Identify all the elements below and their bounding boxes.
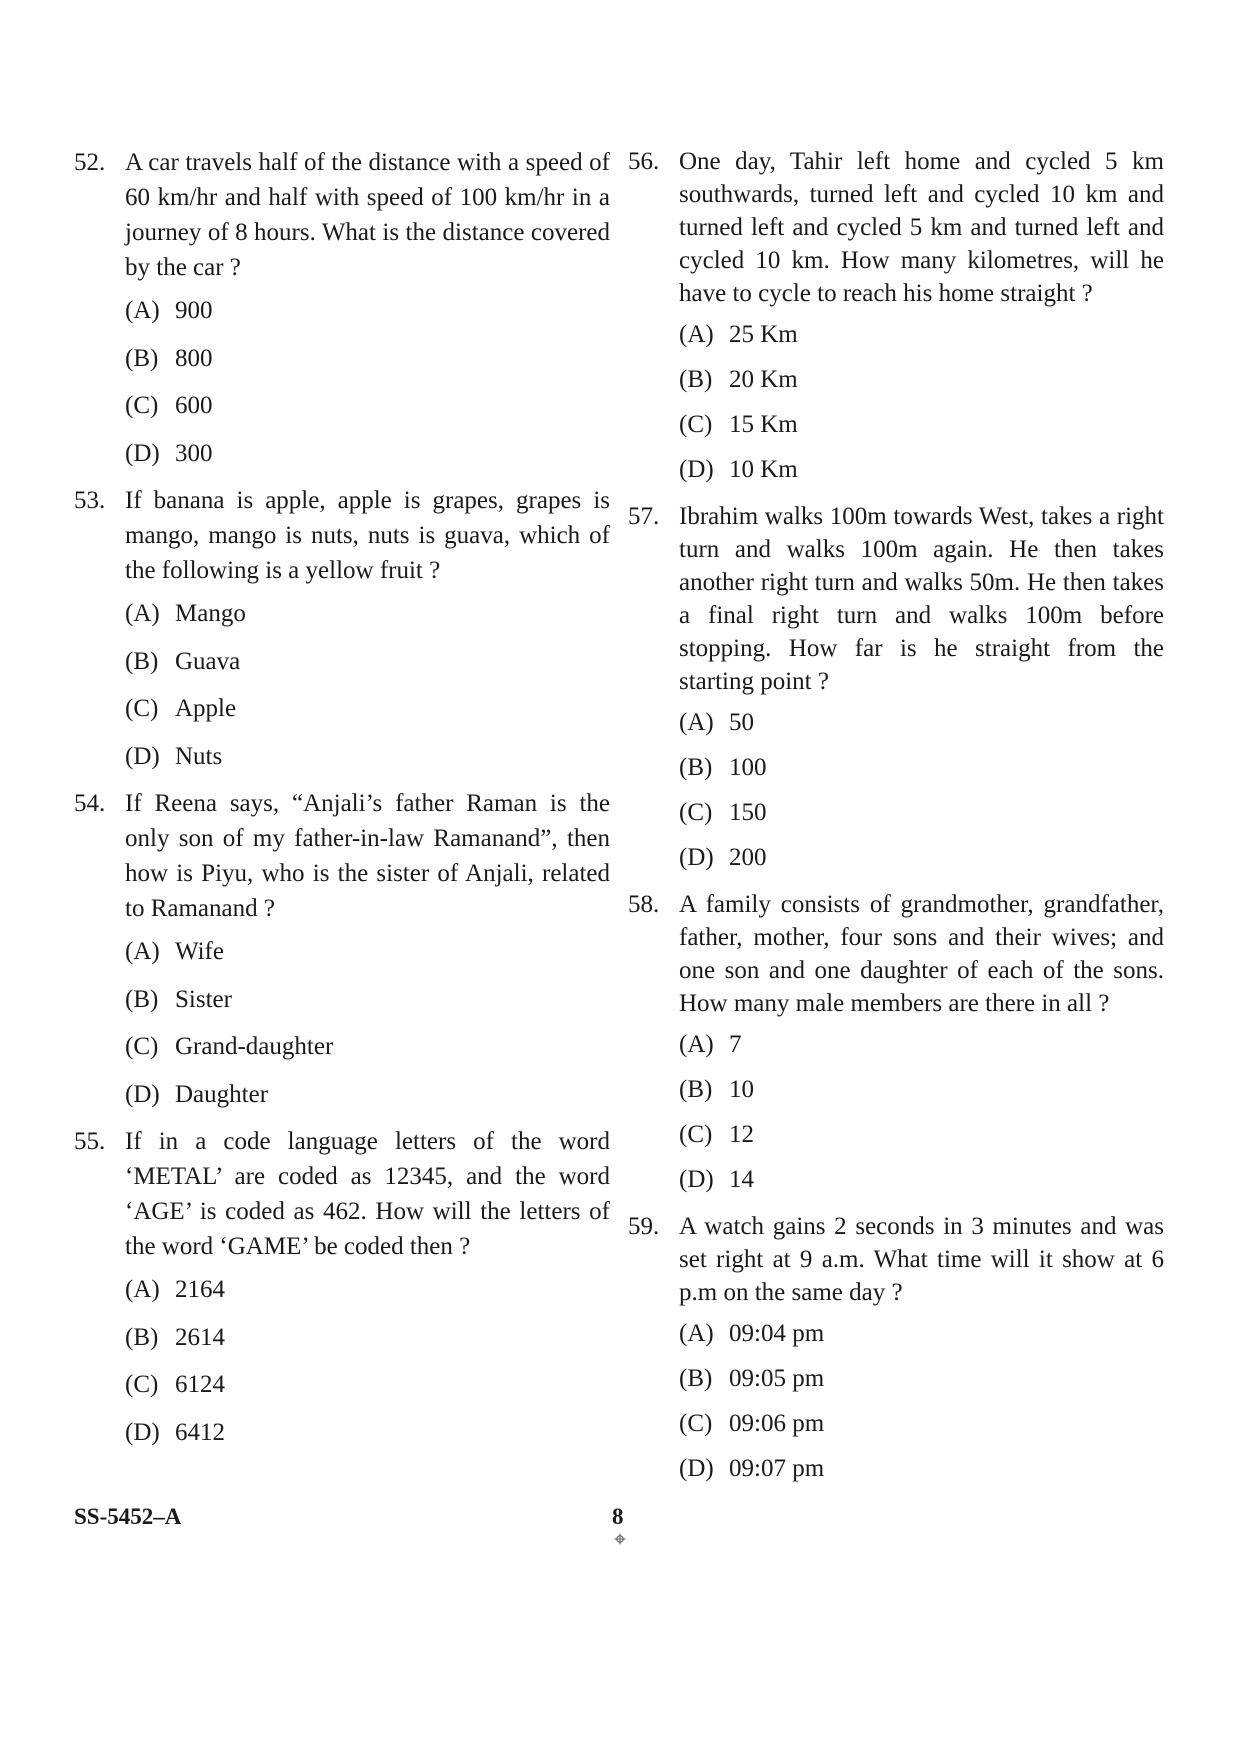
option-a bbox=[125, 599, 610, 647]
option-text: 09:07 pm bbox=[729, 1455, 825, 1482]
option-letter: (B) bbox=[679, 1076, 713, 1103]
option-text: Grand-daughter bbox=[175, 1033, 334, 1060]
option-c bbox=[125, 694, 610, 742]
option-list bbox=[628, 1319, 1164, 1499]
option-b bbox=[125, 1323, 610, 1371]
option-text: 100 bbox=[729, 754, 767, 781]
option-letter: (C) bbox=[679, 1121, 713, 1148]
question-number: 58. bbox=[628, 891, 660, 918]
option-c bbox=[679, 410, 1164, 455]
option-text: Sister bbox=[175, 985, 232, 1013]
option-text: 6412 bbox=[175, 1418, 225, 1446]
question-54 bbox=[74, 786, 610, 1127]
option-text: 25 Km bbox=[729, 321, 798, 348]
option-letter: (A) bbox=[125, 938, 160, 965]
option-letter: (B) bbox=[125, 344, 159, 372]
option-letter: (B) bbox=[125, 1323, 159, 1351]
question-text: If banana is apple, apple is grapes, grapes is mango, mango is nuts, nuts is guava, which of the following is a yellow fruit ? bbox=[125, 487, 610, 584]
option-text: 50 bbox=[729, 709, 754, 736]
option-a bbox=[679, 320, 1164, 365]
option-d bbox=[679, 1454, 1164, 1499]
question-number: 59. bbox=[628, 1213, 660, 1240]
question-number: 57. bbox=[628, 503, 660, 530]
option-letter: (D) bbox=[679, 1455, 714, 1482]
option-d bbox=[679, 1165, 1164, 1210]
registration-mark-icon bbox=[614, 1533, 626, 1545]
option-text: Wife bbox=[175, 938, 224, 965]
option-letter: (D) bbox=[679, 456, 714, 483]
option-text: 150 bbox=[729, 799, 767, 826]
option-text: 09:04 pm bbox=[729, 1320, 825, 1347]
option-d bbox=[125, 439, 610, 487]
option-text: Nuts bbox=[175, 742, 223, 770]
option-letter: (A) bbox=[125, 1276, 160, 1303]
option-letter: (C) bbox=[125, 1371, 159, 1398]
option-letter: (C) bbox=[125, 392, 159, 419]
option-c bbox=[679, 1120, 1164, 1165]
option-c bbox=[679, 798, 1164, 843]
option-letter: (B) bbox=[679, 366, 713, 393]
option-a bbox=[125, 937, 610, 985]
option-d bbox=[125, 742, 610, 790]
option-letter: (D) bbox=[125, 1418, 160, 1446]
right-column bbox=[628, 145, 1164, 1499]
option-text: 10 bbox=[729, 1076, 754, 1103]
option-list bbox=[74, 296, 610, 486]
option-list bbox=[628, 708, 1164, 888]
option-text: 900 bbox=[175, 297, 213, 324]
option-list bbox=[74, 937, 610, 1127]
option-letter: (C) bbox=[125, 695, 159, 722]
option-text: 7 bbox=[729, 1031, 742, 1058]
option-letter: (D) bbox=[125, 742, 160, 770]
question-number: 55. bbox=[74, 1128, 106, 1155]
option-b bbox=[679, 753, 1164, 798]
option-b bbox=[679, 1364, 1164, 1409]
option-c bbox=[125, 391, 610, 439]
left-column bbox=[74, 145, 610, 1465]
option-a bbox=[679, 708, 1164, 753]
question-text: If Reena says, “Anjali’s father Raman is the only son of my father-in-law Ramanand”, then how is Piyu, who is the sister of Anjali, related to Ramanand ? bbox=[125, 790, 610, 922]
option-text: 09:05 pm bbox=[729, 1365, 825, 1392]
option-list bbox=[628, 320, 1164, 500]
option-letter: (A) bbox=[679, 1320, 714, 1347]
option-text: 6124 bbox=[175, 1371, 225, 1398]
option-letter: (B) bbox=[679, 1365, 713, 1392]
option-d bbox=[125, 1080, 610, 1128]
option-d bbox=[125, 1418, 610, 1466]
option-a bbox=[125, 1275, 610, 1323]
option-text: 15 Km bbox=[729, 411, 798, 438]
question-text: A watch gains 2 seconds in 3 minutes and was set right at 9 a.m. What time will it show at 6 p.m on the same day ? bbox=[679, 1213, 1164, 1306]
question-text: A family consists of grandmother, grandfather, father, mother, four sons and their wives; and one son and one daughter of each of the sons. How many male members are there in all ? bbox=[679, 891, 1164, 1017]
question-text: Ibrahim walks 100m towards West, takes a right turn and walks 100m again. He then takes another right turn and walks 50m. He then takes a final right turn and walks 100m before stopping. How far is he straight from the starting point ? bbox=[679, 503, 1164, 695]
question-56 bbox=[628, 145, 1164, 500]
option-a bbox=[679, 1030, 1164, 1075]
option-b bbox=[679, 1075, 1164, 1120]
option-b bbox=[125, 344, 610, 392]
option-text: Daughter bbox=[175, 1080, 269, 1108]
question-text: If in a code language letters of the word ‘METAL’ are coded as 12345, and the word ‘AGE’ is coded as 462. How will the letters of the word ‘GAME’ be coded then ? bbox=[125, 1128, 610, 1260]
option-text: 600 bbox=[175, 392, 213, 419]
option-letter: (A) bbox=[679, 709, 714, 736]
option-letter: (A) bbox=[125, 297, 160, 324]
option-text: 300 bbox=[175, 439, 213, 467]
option-text: 800 bbox=[175, 344, 213, 372]
option-text: 09:06 pm bbox=[729, 1410, 825, 1437]
option-letter: (C) bbox=[679, 411, 713, 438]
question-58 bbox=[628, 888, 1164, 1210]
option-text: Mango bbox=[175, 600, 246, 627]
option-a bbox=[125, 296, 610, 344]
question-number: 54. bbox=[74, 790, 106, 817]
option-letter: (A) bbox=[125, 600, 160, 627]
option-c bbox=[125, 1370, 610, 1418]
option-text: 200 bbox=[729, 844, 767, 871]
question-52 bbox=[74, 145, 610, 486]
option-text: 2614 bbox=[175, 1323, 225, 1351]
page-number: 8 bbox=[612, 1504, 624, 1529]
option-letter: (C) bbox=[125, 1033, 159, 1060]
question-number: 56. bbox=[628, 148, 660, 175]
option-letter: (A) bbox=[679, 1031, 714, 1058]
question-59 bbox=[628, 1210, 1164, 1499]
option-b bbox=[125, 985, 610, 1033]
option-text: Guava bbox=[175, 647, 241, 675]
option-text: 2164 bbox=[175, 1276, 225, 1303]
option-c bbox=[679, 1409, 1164, 1454]
question-number: 52. bbox=[74, 149, 106, 176]
question-53 bbox=[74, 483, 610, 789]
option-letter: (C) bbox=[679, 799, 713, 826]
question-57 bbox=[628, 500, 1164, 888]
option-letter: (D) bbox=[125, 1080, 160, 1108]
option-text: 14 bbox=[729, 1166, 754, 1193]
option-letter: (A) bbox=[679, 321, 714, 348]
option-c bbox=[125, 1032, 610, 1080]
option-letter: (B) bbox=[125, 647, 159, 675]
option-list bbox=[74, 1275, 610, 1465]
option-b bbox=[125, 647, 610, 695]
option-letter: (B) bbox=[125, 985, 159, 1013]
option-letter: (D) bbox=[679, 844, 714, 871]
option-a bbox=[679, 1319, 1164, 1364]
option-list bbox=[74, 599, 610, 789]
option-text: 20 Km bbox=[729, 366, 798, 393]
option-list bbox=[628, 1030, 1164, 1210]
option-d bbox=[679, 455, 1164, 500]
option-text: Apple bbox=[175, 695, 237, 722]
option-d bbox=[679, 843, 1164, 888]
option-letter: (B) bbox=[679, 754, 713, 781]
option-letter: (D) bbox=[125, 439, 160, 467]
option-text: 12 bbox=[729, 1121, 754, 1148]
option-letter: (C) bbox=[679, 1410, 713, 1437]
booklet-code: SS-5452–A bbox=[74, 1504, 182, 1529]
question-text: A car travels half of the distance with a speed of 60 km/hr and half with speed of 100 km/hr in a journey of 8 hours. What is the distance covered by the car ? bbox=[125, 149, 610, 281]
question-55 bbox=[74, 1124, 610, 1465]
option-b bbox=[679, 365, 1164, 410]
option-letter: (D) bbox=[679, 1166, 714, 1193]
question-number: 53. bbox=[74, 487, 106, 514]
option-text: 10 Km bbox=[729, 456, 798, 483]
question-text: One day, Tahir left home and cycled 5 km southwards, turned left and cycled 10 km and turned left and cycled 5 km and turned left and cycled 10 km. How many kilometres, will he have to cycle to reach his home straight ? bbox=[679, 148, 1164, 307]
